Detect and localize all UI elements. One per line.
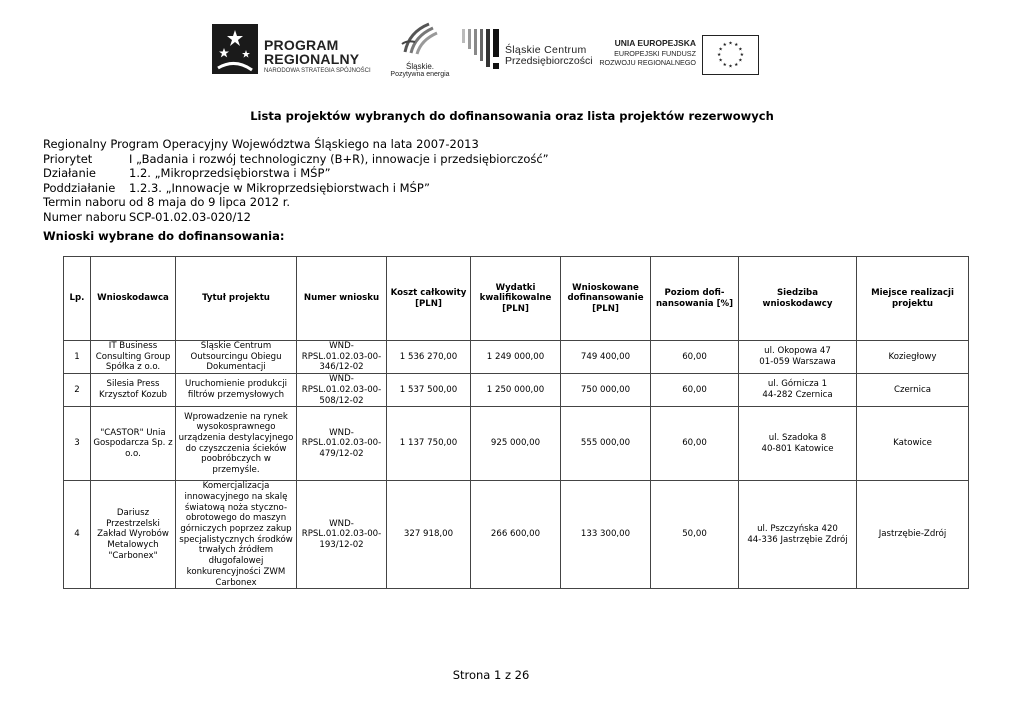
cell-applicant: Silesia Press Krzysztof Kozub [91, 374, 176, 407]
program-regionalny-emblem-icon [212, 24, 258, 80]
meta-value: 1.2. „Mikroprzedsiębiorstwa i MŚP” [129, 166, 331, 180]
svg-text:★: ★ [738, 47, 743, 53]
svg-text:★: ★ [738, 58, 743, 64]
eu-line1: UNIA EUROPEJSKA [614, 38, 696, 48]
cell-eligible: 1 250 000,00 [471, 374, 561, 407]
meta-row-priorytet [43, 152, 549, 167]
cell-applicant: "CASTOR" Unia Gospodarcza Sp. z o.o. [91, 407, 176, 481]
cell-level: 50,00 [651, 481, 739, 589]
cell-requested: 749 400,00 [561, 341, 651, 374]
slaskie-line2: Pozytywna energia [390, 71, 450, 78]
program-regionalny-line3: NARODOWA STRATEGIA SPÓJNOŚCI [264, 68, 371, 74]
cell-level: 60,00 [651, 407, 739, 481]
section-title: Wnioski wybrane do dofinansowania: [43, 229, 285, 243]
cell-lp: 4 [64, 481, 91, 589]
svg-text:★: ★ [739, 52, 745, 58]
header-total: Koszt całkowity [PLN] [387, 257, 471, 341]
meta-value: od 8 maja do 9 lipca 2012 r. [129, 195, 291, 209]
table-header-row [64, 257, 969, 341]
header-lp: Lp. [64, 257, 91, 341]
address-street: ul. Górnicza 1 [767, 379, 828, 390]
address-city: 44-336 Jastrzębie Zdrój [747, 534, 848, 545]
cell-number: WND-RPSL.01.02.03-00-193/12-02 [297, 481, 387, 589]
meta-label: Poddziałanie [43, 180, 116, 195]
cell-requested: 133 300,00 [561, 481, 651, 589]
meta-row-dzialanie [43, 166, 549, 181]
table-row [64, 407, 969, 481]
cell-number: WND-RPSL.01.02.03-00-346/12-02 [297, 341, 387, 374]
cell-eligible: 266 600,00 [471, 481, 561, 589]
svg-text:★: ★ [728, 41, 733, 47]
cell-level: 60,00 [651, 374, 739, 407]
svg-text:★: ★ [718, 58, 723, 64]
cell-title: Wprowadzenie na rynek wysokosprawnego urządzenia destylacyjnego do czyszczenia ścieków poobróbczych w przemyśle. [176, 407, 297, 481]
svg-text:★: ★ [722, 43, 727, 49]
meta-value: 1.2.3. „Innowacje w Mikroprzedsiębiorstwach i MŚP” [129, 180, 430, 195]
cell-place: Katowice [857, 407, 969, 481]
eu-line3: ROZWOJU REGIONALNEGO [599, 58, 696, 67]
program-regionalny-logo [212, 24, 377, 80]
document-title: Lista projektów wybranych do dofinansowania oraz lista projektów rezerwowych [250, 109, 774, 123]
cell-eligible: 925 000,00 [471, 407, 561, 481]
program-name: Regionalny Program Operacyjny Województwa Śląskiego na lata 2007-2013 [43, 137, 479, 151]
header-place: Miejsce realizacji projektu [857, 257, 969, 341]
cell-address [739, 407, 857, 481]
table-row [64, 481, 969, 589]
cell-applicant: IT Business Consulting Group Spółka z o.o. [91, 341, 176, 374]
cell-total: 327 918,00 [387, 481, 471, 589]
header-level: Poziom dofi-nansowania [%] [651, 257, 739, 341]
eu-line2: EUROPEJSKI FUNDUSZ [614, 49, 696, 58]
slaskie-centrum-line1: Śląskie Centrum [505, 44, 587, 56]
cell-total: 1 536 270,00 [387, 341, 471, 374]
svg-text:★: ★ [728, 64, 733, 70]
header-title: Tytuł projektu [176, 257, 297, 341]
program-regionalny-line2: REGIONALNY [264, 51, 360, 67]
cell-address [739, 481, 857, 589]
slaskie-logo [385, 22, 455, 80]
cell-eligible: 1 249 000,00 [471, 341, 561, 374]
projects-table [63, 256, 969, 589]
svg-text:★: ★ [734, 43, 739, 49]
slaskie-line1: Śląskie. [405, 62, 434, 71]
meta-value: SCP-01.02.03-020/12 [129, 209, 251, 224]
header-number: Numer wniosku [297, 257, 387, 341]
cell-number: WND-RPSL.01.02.03-00-508/12-02 [297, 374, 387, 407]
address-city: 01-059 Warszawa [759, 357, 836, 368]
header-eligible: Wydatki kwalifikowalne [PLN] [471, 257, 561, 341]
meta-row-poddzialanie [43, 181, 549, 196]
slaskie-centrum-logo [462, 27, 592, 71]
table-row [64, 374, 969, 407]
cell-title: Uruchomienie produkcji filtrów przemysłowych [176, 374, 297, 407]
cell-requested: 750 000,00 [561, 374, 651, 407]
slaskie-centrum-bars-icon [462, 27, 500, 69]
cell-title: Komercjalizacja innowacyjnego na skalę światową noża styczno-obrotowego do maszyn górniczych poprzez zakup specjalistycznych środków trwałych źródłem długofalowej konkurencyjności ZWM Carbonex [176, 481, 297, 589]
cell-title: Śląskie Centrum Outsourcingu Obiegu Dokumentacji [176, 341, 297, 374]
eu-logo [598, 35, 763, 75]
cell-lp: 3 [64, 407, 91, 481]
cell-lp: 2 [64, 374, 91, 407]
address-city: 44-282 Czernica [762, 390, 833, 401]
table-row [64, 341, 969, 374]
eu-flag-icon [702, 35, 759, 75]
cell-total: 1 537 500,00 [387, 374, 471, 407]
document-meta [43, 137, 549, 224]
meta-label: Priorytet [43, 151, 93, 166]
cell-place: Czernica [857, 374, 969, 407]
svg-text:★: ★ [734, 62, 739, 68]
program-regionalny-line1: PROGRAM [264, 37, 339, 53]
cell-applicant: Dariusz Przestrzelski Zakład Wyrobów Metalowych "Carbonex" [91, 481, 176, 589]
cell-total: 1 137 750,00 [387, 407, 471, 481]
address-street: ul. Szadoka 8 [768, 433, 827, 444]
meta-label: Numer naboru [43, 209, 127, 224]
slaskie-centrum-line2: Przedsiębiorczości [505, 55, 593, 67]
meta-label: Działanie [43, 166, 97, 180]
header-requested: Wnioskowane dofinansowanie [PLN] [561, 257, 651, 341]
slaskie-swirl-icon [399, 22, 439, 56]
header-address: Siedziba wnioskodawcy [739, 257, 857, 341]
address-street: ul. Pszczyńska 420 [757, 524, 838, 535]
cell-number: WND-RPSL.01.02.03-00-479/12-02 [297, 407, 387, 481]
meta-row-numer [43, 210, 549, 225]
meta-row-termin [43, 195, 549, 210]
page-number: Strona 1 z 26 [452, 668, 530, 682]
meta-label: Termin naboru [43, 195, 126, 209]
cell-requested: 555 000,00 [561, 407, 651, 481]
meta-value: I „Badania i rozwój technologiczny (B+R), innowacje i przedsiębiorczość” [129, 151, 549, 166]
cell-lp: 1 [64, 341, 91, 374]
svg-text:★: ★ [716, 52, 722, 58]
cell-address [739, 374, 857, 407]
address-city: 40-801 Katowice [761, 443, 834, 454]
cell-place: Jastrzębie-Zdrój [857, 481, 969, 589]
cell-place: Koziegłowy [857, 341, 969, 374]
header-applicant: Wnioskodawca [91, 257, 176, 341]
cell-level: 60,00 [651, 341, 739, 374]
svg-text:★: ★ [718, 47, 723, 53]
cell-address [739, 341, 857, 374]
address-street: ul. Okopowa 47 [764, 346, 831, 357]
svg-text:★: ★ [722, 62, 727, 68]
